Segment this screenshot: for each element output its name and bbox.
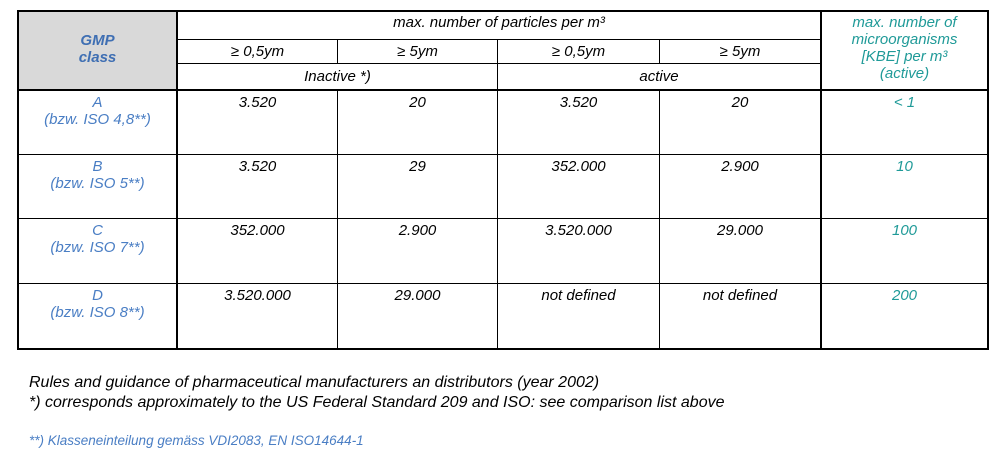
cell-d-inactive-05: 3.520.000 <box>224 287 291 304</box>
cell-c-active-05: 3.520.000 <box>545 222 612 239</box>
micro-header-line1: max. number of <box>852 14 957 31</box>
col-size-active-05: ≥ 0,5ym <box>551 43 606 60</box>
class-letter: B <box>92 158 103 175</box>
table-row-a-class <box>19 94 176 128</box>
cell-d-active-5: not defined <box>702 287 778 304</box>
cell-a-inactive-5: 20 <box>409 94 426 111</box>
row-sep-2 <box>17 218 989 219</box>
note-class-footnote: **) Klasseneinteilung gemäss VDI2083, EN ISO14644-1 <box>29 433 364 448</box>
micro-header <box>822 14 987 82</box>
header-line-1 <box>178 39 820 40</box>
col-sep-2 <box>497 91 498 348</box>
note-inactive-footnote: *) corresponds approximately to the US Federal Standard 209 and ISO: see comparison list above <box>29 394 725 411</box>
row-sep-1 <box>17 154 989 155</box>
cell-a-active-05: 3.520 <box>559 94 598 111</box>
class-iso: (bzw. ISO 5**) <box>50 175 145 192</box>
state-active: active <box>639 68 679 85</box>
cell-b-active-5: 2.900 <box>721 158 759 175</box>
header-line-2 <box>178 63 820 64</box>
table-row-b-class <box>19 158 176 192</box>
class-letter: A <box>92 94 103 111</box>
col-sep-3 <box>659 91 660 348</box>
col-size-active-5: ≥ 5ym <box>719 43 761 60</box>
particles-title: max. number of particles per m³ <box>393 14 605 31</box>
class-iso: (bzw. ISO 4,8**) <box>44 111 151 128</box>
cell-b-micro: 10 <box>896 158 913 175</box>
gmp-class-header-line1: GMP <box>80 32 115 49</box>
col-size-inactive-5: ≥ 5ym <box>397 43 438 60</box>
cell-a-inactive-05: 3.520 <box>238 94 277 111</box>
table-row-d-class <box>19 287 176 321</box>
gmp-class-header <box>19 32 176 66</box>
cell-a-micro: < 1 <box>893 94 916 111</box>
table-border-top <box>17 10 989 12</box>
class-letter: C <box>92 222 103 239</box>
cell-b-inactive-05: 3.520 <box>238 158 277 175</box>
table-border-bottom <box>17 348 989 350</box>
header-bottom <box>17 89 989 91</box>
table-row-c-class <box>19 222 176 256</box>
class-letter: D <box>92 287 103 304</box>
cell-d-inactive-5: 29.000 <box>394 287 441 304</box>
cell-b-active-05: 352.000 <box>551 158 606 175</box>
cell-b-inactive-5: 29 <box>409 158 426 175</box>
cell-c-inactive-05: 352.000 <box>230 222 285 239</box>
state-inactive: Inactive *) <box>304 68 371 85</box>
micro-header-line2: microorganisms <box>851 31 958 48</box>
cell-c-micro: 100 <box>891 222 918 239</box>
gmp-classification-table <box>17 10 989 350</box>
table-border-right <box>987 10 989 350</box>
class-iso: (bzw. ISO 8**) <box>50 304 145 321</box>
note-source: Rules and guidance of pharmaceutical manufacturers an distributors (year 2002) <box>29 374 600 391</box>
gmp-class-header-line2: class <box>78 49 117 66</box>
cell-a-active-5: 20 <box>731 94 749 111</box>
cell-c-active-5: 29.000 <box>717 222 763 239</box>
micro-header-line3: [KBE] per m³ <box>861 48 948 65</box>
col-size-inactive-05: ≥ 0,5ym <box>230 43 285 60</box>
class-iso: (bzw. ISO 7**) <box>50 239 145 256</box>
col-sep-1 <box>337 91 338 348</box>
cell-d-active-05: not defined <box>541 287 616 304</box>
row-sep-3 <box>17 283 989 284</box>
micro-header-line4: (active) <box>879 65 930 82</box>
cell-c-inactive-5: 2.900 <box>398 222 437 239</box>
cell-d-micro: 200 <box>891 287 918 304</box>
